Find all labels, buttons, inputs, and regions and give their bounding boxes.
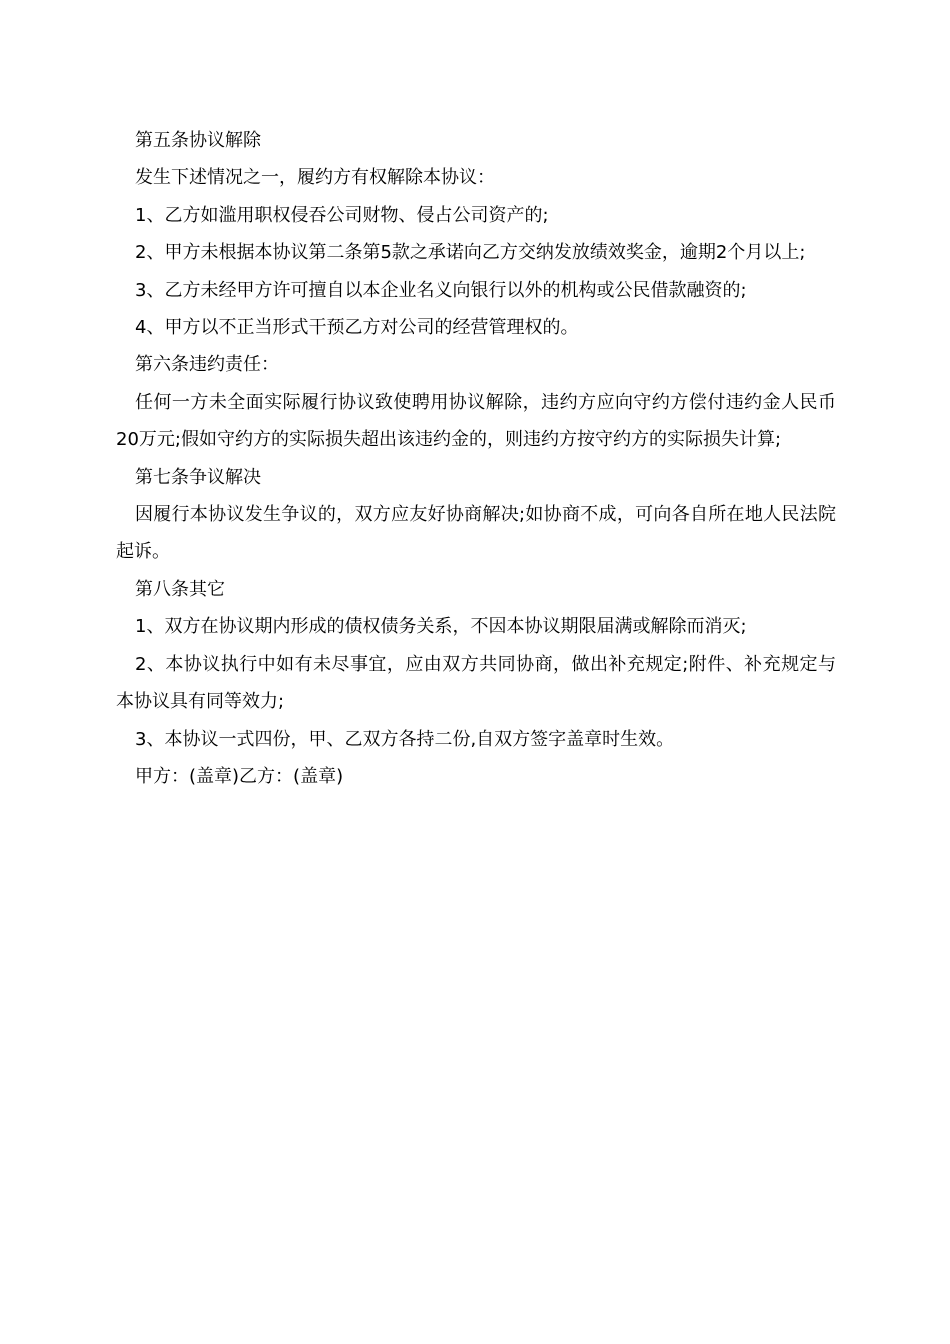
signature-line: 甲方：(盖章)乙方：(盖章) [135, 765, 344, 787]
section-heading-termination: 第五条协议解除 [135, 130, 261, 151]
paragraph-termination-intro: 发生下述情况之一，履约方有权解除本协议： [135, 167, 495, 189]
paragraph-dispute: 因履行本协议发生争议的，双方应友好协商解决;如协商不成，可向各自所在地人民法院起诉。 [116, 504, 836, 563]
other-item-2: 2、本协议执行中如有未尽事宜，应由双方共同协商，做出补充规定;附件、补充规定与本协议具有同等效力; [116, 653, 836, 713]
paragraph-liability: 任何一方未全面实际履行协议致使聘用协议解除，违约方应向守约方偿付违约金人民币20万元;假如守约方的实际损失超出该违约金的，则违约方按守约方的实际损失计算; [116, 391, 836, 451]
other-item-3: 3、本协议一式四份，甲、乙双方各持二份,自双方签字盖章时生效。 [135, 728, 675, 750]
section-heading-liability: 第六条违约责任： [135, 354, 279, 376]
clause-item-2: 2、甲方未根据本协议第二条第5款之承诺向乙方交纳发放绩效奖金，逾期2个月以上; [135, 242, 806, 264]
other-item-1: 1、双方在协议期内形成的债权债务关系，不因本协议期限届满或解除而消灭; [135, 616, 747, 638]
section-heading-dispute: 第七条争议解决 [135, 466, 261, 488]
clause-item-4: 4、甲方以不正当形式干预乙方对公司的经营管理权的。 [135, 317, 579, 339]
section-heading-other: 第八条其它 [135, 578, 225, 600]
clause-item-1: 1、乙方如滥用职权侵吞公司财物、侵占公司资产的; [135, 204, 549, 226]
clause-item-3: 3、乙方未经甲方许可擅自以本企业名义向银行以外的机构或公民借款融资的; [135, 279, 747, 301]
document-body [116, 122, 836, 795]
